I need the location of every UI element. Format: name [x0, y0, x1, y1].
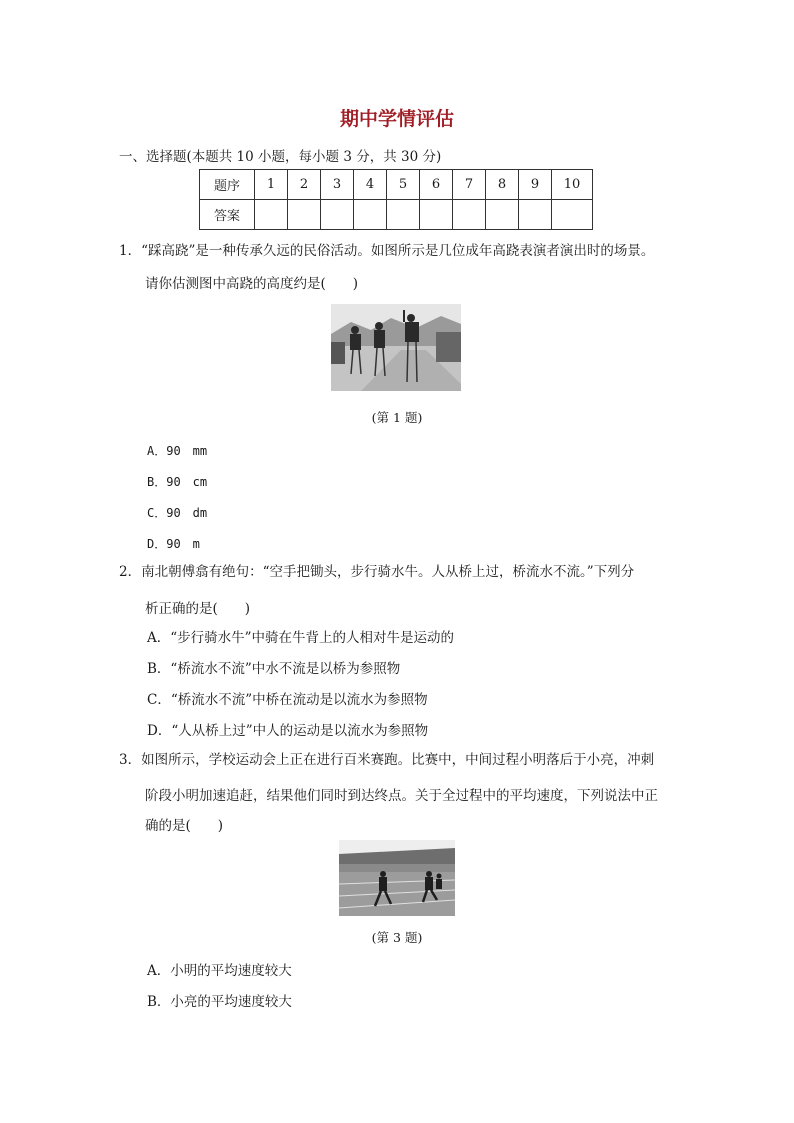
answer-cell[interactable]: [519, 200, 552, 230]
answer-cell[interactable]: [453, 200, 486, 230]
question-2-line-1: 2．南北朝傅翕有绝句：“空手把锄头，步行骑水牛。人从桥上过，桥流水不流。”下列分: [119, 564, 635, 580]
answer-cell[interactable]: [288, 200, 321, 230]
question-1-line-2: 请你估测图中高跷的高度约是( ): [145, 276, 359, 292]
question-1-option-c[interactable]: C．90 dm: [147, 506, 208, 520]
question-2-option-a[interactable]: A．“步行骑水牛”中骑在牛背上的人相对牛是运动的: [147, 630, 455, 646]
answer-table-number: 2: [288, 170, 321, 200]
answer-table-number: 4: [354, 170, 387, 200]
question-1-option-a[interactable]: A．90 mm: [147, 444, 208, 458]
answer-table-number-row: [200, 170, 593, 200]
answer-table-number: 5: [387, 170, 420, 200]
answer-cell[interactable]: [387, 200, 420, 230]
answer-table-number: 8: [486, 170, 519, 200]
question-3-option-a[interactable]: A．小明的平均速度较大: [147, 963, 292, 979]
answer-cell[interactable]: [354, 200, 387, 230]
question-1-option-d[interactable]: D．90 m: [147, 537, 200, 551]
answer-table-number: 9: [519, 170, 552, 200]
answer-table-answer-row: [200, 200, 593, 230]
question-3-line-2: 阶段小明加速追赶，结果他们同时到达终点。关于全过程中的平均速度，下列说法中正: [145, 788, 658, 804]
question-1-line-1: 1．“踩高跷”是一种传承久远的民俗活动。如图所示是几位成年高跷表演者演出时的场景。: [119, 243, 655, 259]
answer-table-number: 10: [552, 170, 593, 200]
answer-table-row-label: 题序: [200, 170, 255, 200]
answer-cell[interactable]: [321, 200, 354, 230]
answer-table-number: 1: [255, 170, 288, 200]
answer-table-row-label: 答案: [200, 200, 255, 230]
stilt-walkers-photo: [331, 304, 461, 391]
answer-table-number: 7: [453, 170, 486, 200]
question-3-line-3: 确的是( ): [145, 818, 224, 834]
answer-table: [199, 169, 593, 230]
answer-table-number: 3: [321, 170, 354, 200]
answer-cell[interactable]: [552, 200, 593, 230]
question-2-line-2: 析正确的是( ): [145, 601, 251, 617]
answer-table-number: 6: [420, 170, 453, 200]
answer-cell[interactable]: [486, 200, 519, 230]
question-1-option-b[interactable]: B．90 cm: [147, 475, 208, 489]
answer-cell[interactable]: [255, 200, 288, 230]
question-2-option-c[interactable]: C．“桥流水不流”中桥在流动是以流水为参照物: [147, 692, 428, 708]
figure-1-caption: (第 1 题): [371, 410, 423, 425]
question-3-line-1: 3．如图所示，学校运动会上正在进行百米赛跑。比赛中，中间过程小明落后于小亮，冲刺: [119, 752, 655, 768]
question-2-option-b[interactable]: B．“桥流水不流”中水不流是以桥为参照物: [147, 661, 401, 677]
figure-3-caption: (第 3 题): [371, 930, 423, 945]
section-heading: 一、选择题(本题共 10 小题，每小题 3 分，共 30 分): [119, 149, 442, 165]
sprint-race-photo: [339, 840, 455, 916]
question-3-option-b[interactable]: B．小亮的平均速度较大: [147, 994, 292, 1010]
page-title: 期中学情评估: [339, 108, 454, 130]
question-2-option-d[interactable]: D．“人从桥上过”中人的运动是以流水为参照物: [147, 723, 429, 739]
answer-cell[interactable]: [420, 200, 453, 230]
